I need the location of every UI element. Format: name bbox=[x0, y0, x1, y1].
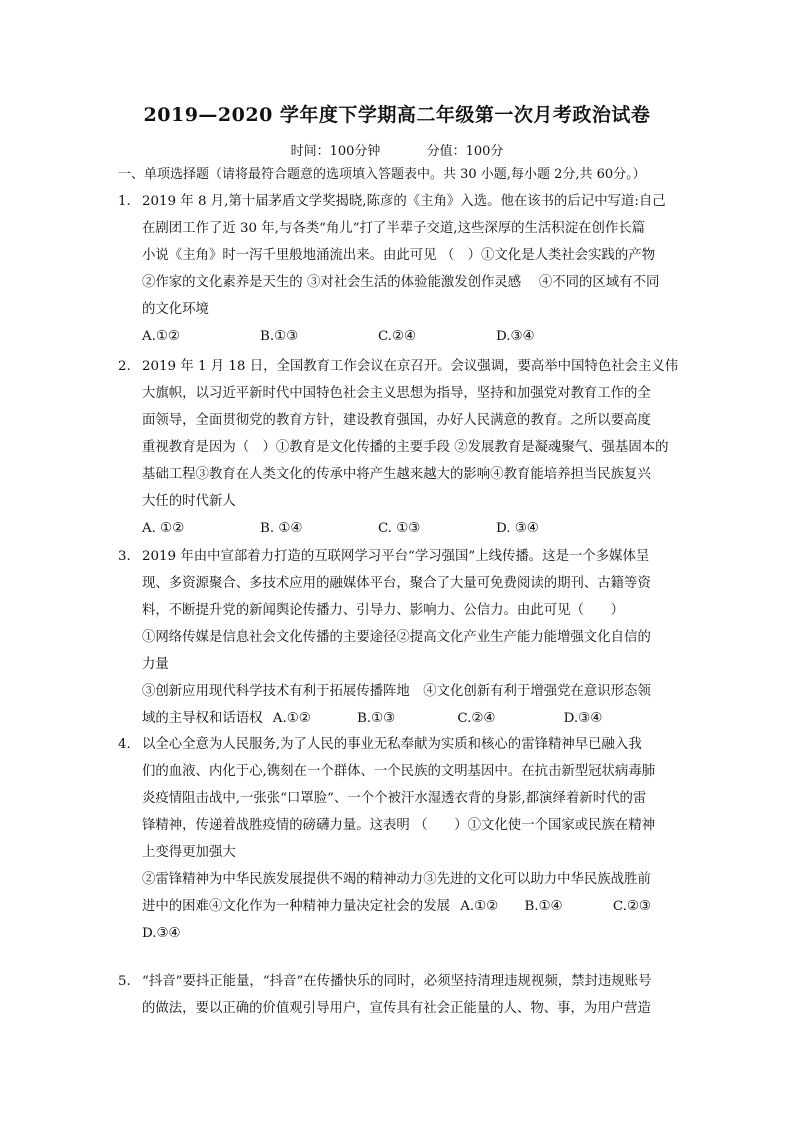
question-line: 炎疫情阻击战中,一张张“口罩脸”、一个个被汗水湿透衣背的身影,都演绎着新时代的雷 bbox=[142, 791, 647, 806]
question-number: 5. bbox=[118, 974, 131, 989]
question-line: 料，不断提升党的新闻舆论传播力、引导力、影响力、公信力。由此可见（ ） bbox=[142, 603, 625, 618]
question-number: 1. bbox=[118, 194, 131, 209]
exam-time: 时间：100分钟 bbox=[290, 144, 381, 159]
question-1 bbox=[118, 188, 688, 350]
question-line: 上变得更加强大 bbox=[142, 845, 236, 860]
question-line: 域的主导权和话语权 bbox=[142, 711, 263, 726]
question-line: 2019 年 1 月 18 日，全国教育工作会议在京召开。会议强调，要高举中国特色社会主义伟 bbox=[142, 359, 679, 374]
question-number: 4. bbox=[118, 737, 131, 752]
option-c: C.②④ bbox=[378, 329, 417, 344]
question-line: 大任的时代新人 bbox=[142, 494, 236, 509]
question-last-line bbox=[142, 705, 688, 732]
answer-options bbox=[142, 515, 688, 542]
option-a: A. ①② bbox=[142, 521, 185, 536]
question-number: 2. bbox=[118, 359, 131, 374]
question-line: 以全心全意为人民服务,为了人民的事业无私奉献为实质和核心的雷锋精神早已融入我 bbox=[142, 737, 642, 752]
question-line: 面领导，全面贯彻党的教育方针，建设教育强国，办好人民满意的教育。之所以要高度 bbox=[142, 413, 651, 428]
question-line: ②作家的文化素养是天生的 ③对社会生活的体验能激发创作灵感 ④不同的区域有不同 bbox=[142, 275, 660, 290]
option-b: B.①③ bbox=[260, 329, 299, 344]
option-c: C.②③ bbox=[612, 899, 651, 914]
answer-options bbox=[142, 323, 688, 350]
option-d: D.③④ bbox=[563, 711, 603, 726]
question-number: 3. bbox=[118, 549, 131, 564]
question-line: 基础工程③教育在人类文化的传承中将产生越来越大的影响④教育能培养担当民族复兴 bbox=[142, 467, 651, 482]
option-a: A.①② bbox=[460, 899, 499, 914]
question-line: 的做法，要以正确的价值观引导用户，宣传具有社会正能量的人、物、事，为用户营造 bbox=[142, 1001, 651, 1016]
option-c: C.②④ bbox=[457, 711, 496, 726]
question-line: 的文化环境 bbox=[142, 302, 209, 317]
question-4 bbox=[118, 731, 688, 947]
question-5 bbox=[118, 968, 688, 1022]
option-b: B.①④ bbox=[524, 899, 563, 914]
option-b: B.①③ bbox=[356, 711, 396, 726]
question-line: 大旗帜，以习近平新时代中国特色社会主义思想为指导，坚持和加强党对教育工作的全 bbox=[142, 386, 651, 401]
question-line: 进中的困难④文化作为一种精神力量决定社会的发展 bbox=[142, 899, 450, 914]
option-a: A.①② bbox=[142, 329, 180, 344]
question-line: 2019 年 8 月,第十届茅盾文学奖揭晓,陈彦的《主角》入选。他在该书的后记中写道:自己 bbox=[142, 194, 666, 209]
question-line: 在剧团工作了近 30 年,与各类“角儿”打了半辈子交道,这些深厚的生活积淀在创作长篇 bbox=[142, 221, 646, 236]
question-line: ②雷锋精神为中华民族发展提供不竭的精神动力③先进的文化可以助力中华民族战胜前 bbox=[142, 872, 651, 887]
question-line: 现、多资源聚合、多技术应用的融媒体平台，聚合了大量可免费阅读的期刊、古籍等资 bbox=[142, 576, 651, 591]
question-line: 重视教育是因为（ ）①教育是文化传播的主要手段 ②发展教育是凝魂聚气、强基固本的 bbox=[142, 440, 669, 455]
option-d: D.③④ bbox=[496, 329, 535, 344]
question-line: 小说《主角》时一泻千里般地涌流出来。由此可见 （ ）①文化是人类社会实践的产物 bbox=[142, 248, 656, 263]
question-line: 力量 bbox=[142, 657, 169, 672]
exam-score: 分值：100分 bbox=[426, 144, 504, 159]
exam-title: 2019—2020 学年度下学期高二年级第一次月考政治试卷 bbox=[143, 104, 651, 126]
option-d: D. ③④ bbox=[496, 521, 539, 536]
option-c: C. ①③ bbox=[378, 521, 421, 536]
question-3 bbox=[118, 543, 688, 732]
option-a: A.①② bbox=[272, 711, 311, 726]
exam-meta bbox=[0, 140, 794, 159]
question-line: ③创新应用现代科学技术有利于拓展传播阵地 ④文化创新有利于增强党在意识形态领 bbox=[142, 684, 651, 699]
option-b: B. ①④ bbox=[260, 521, 303, 536]
question-line: “抖音”要抖正能量，“抖音”在传播快乐的同时，必须坚持清理违规视频，禁封违规账号 bbox=[142, 974, 652, 989]
section-heading: 一、单项选择题（请将最符合题意的选项填入答题表中。共 30 小题,每小题 2分,共 60分。） bbox=[118, 167, 646, 182]
question-line: 们的血液、内化于心,镌刻在一个群体、一个民族的文明基因中。在抗击新型冠状病毒肺 bbox=[142, 764, 656, 779]
question-line: 2019 年由中宣部着力打造的互联网学习平台“学习强国”上线传播。这是一个多媒体呈 bbox=[142, 549, 650, 564]
question-line: 锋精神，传递着战胜疫情的磅礴力量。这表明 （ ）①文化使一个国家或民族在精神 bbox=[142, 818, 656, 833]
question-last-line bbox=[142, 893, 688, 920]
option-d: D.③④ bbox=[142, 926, 181, 941]
question-line: ①网络传媒是信息社会文化传播的主要途径②提高文化产业生产能力能增强文化自信的 bbox=[142, 630, 651, 645]
question-2 bbox=[118, 353, 688, 542]
